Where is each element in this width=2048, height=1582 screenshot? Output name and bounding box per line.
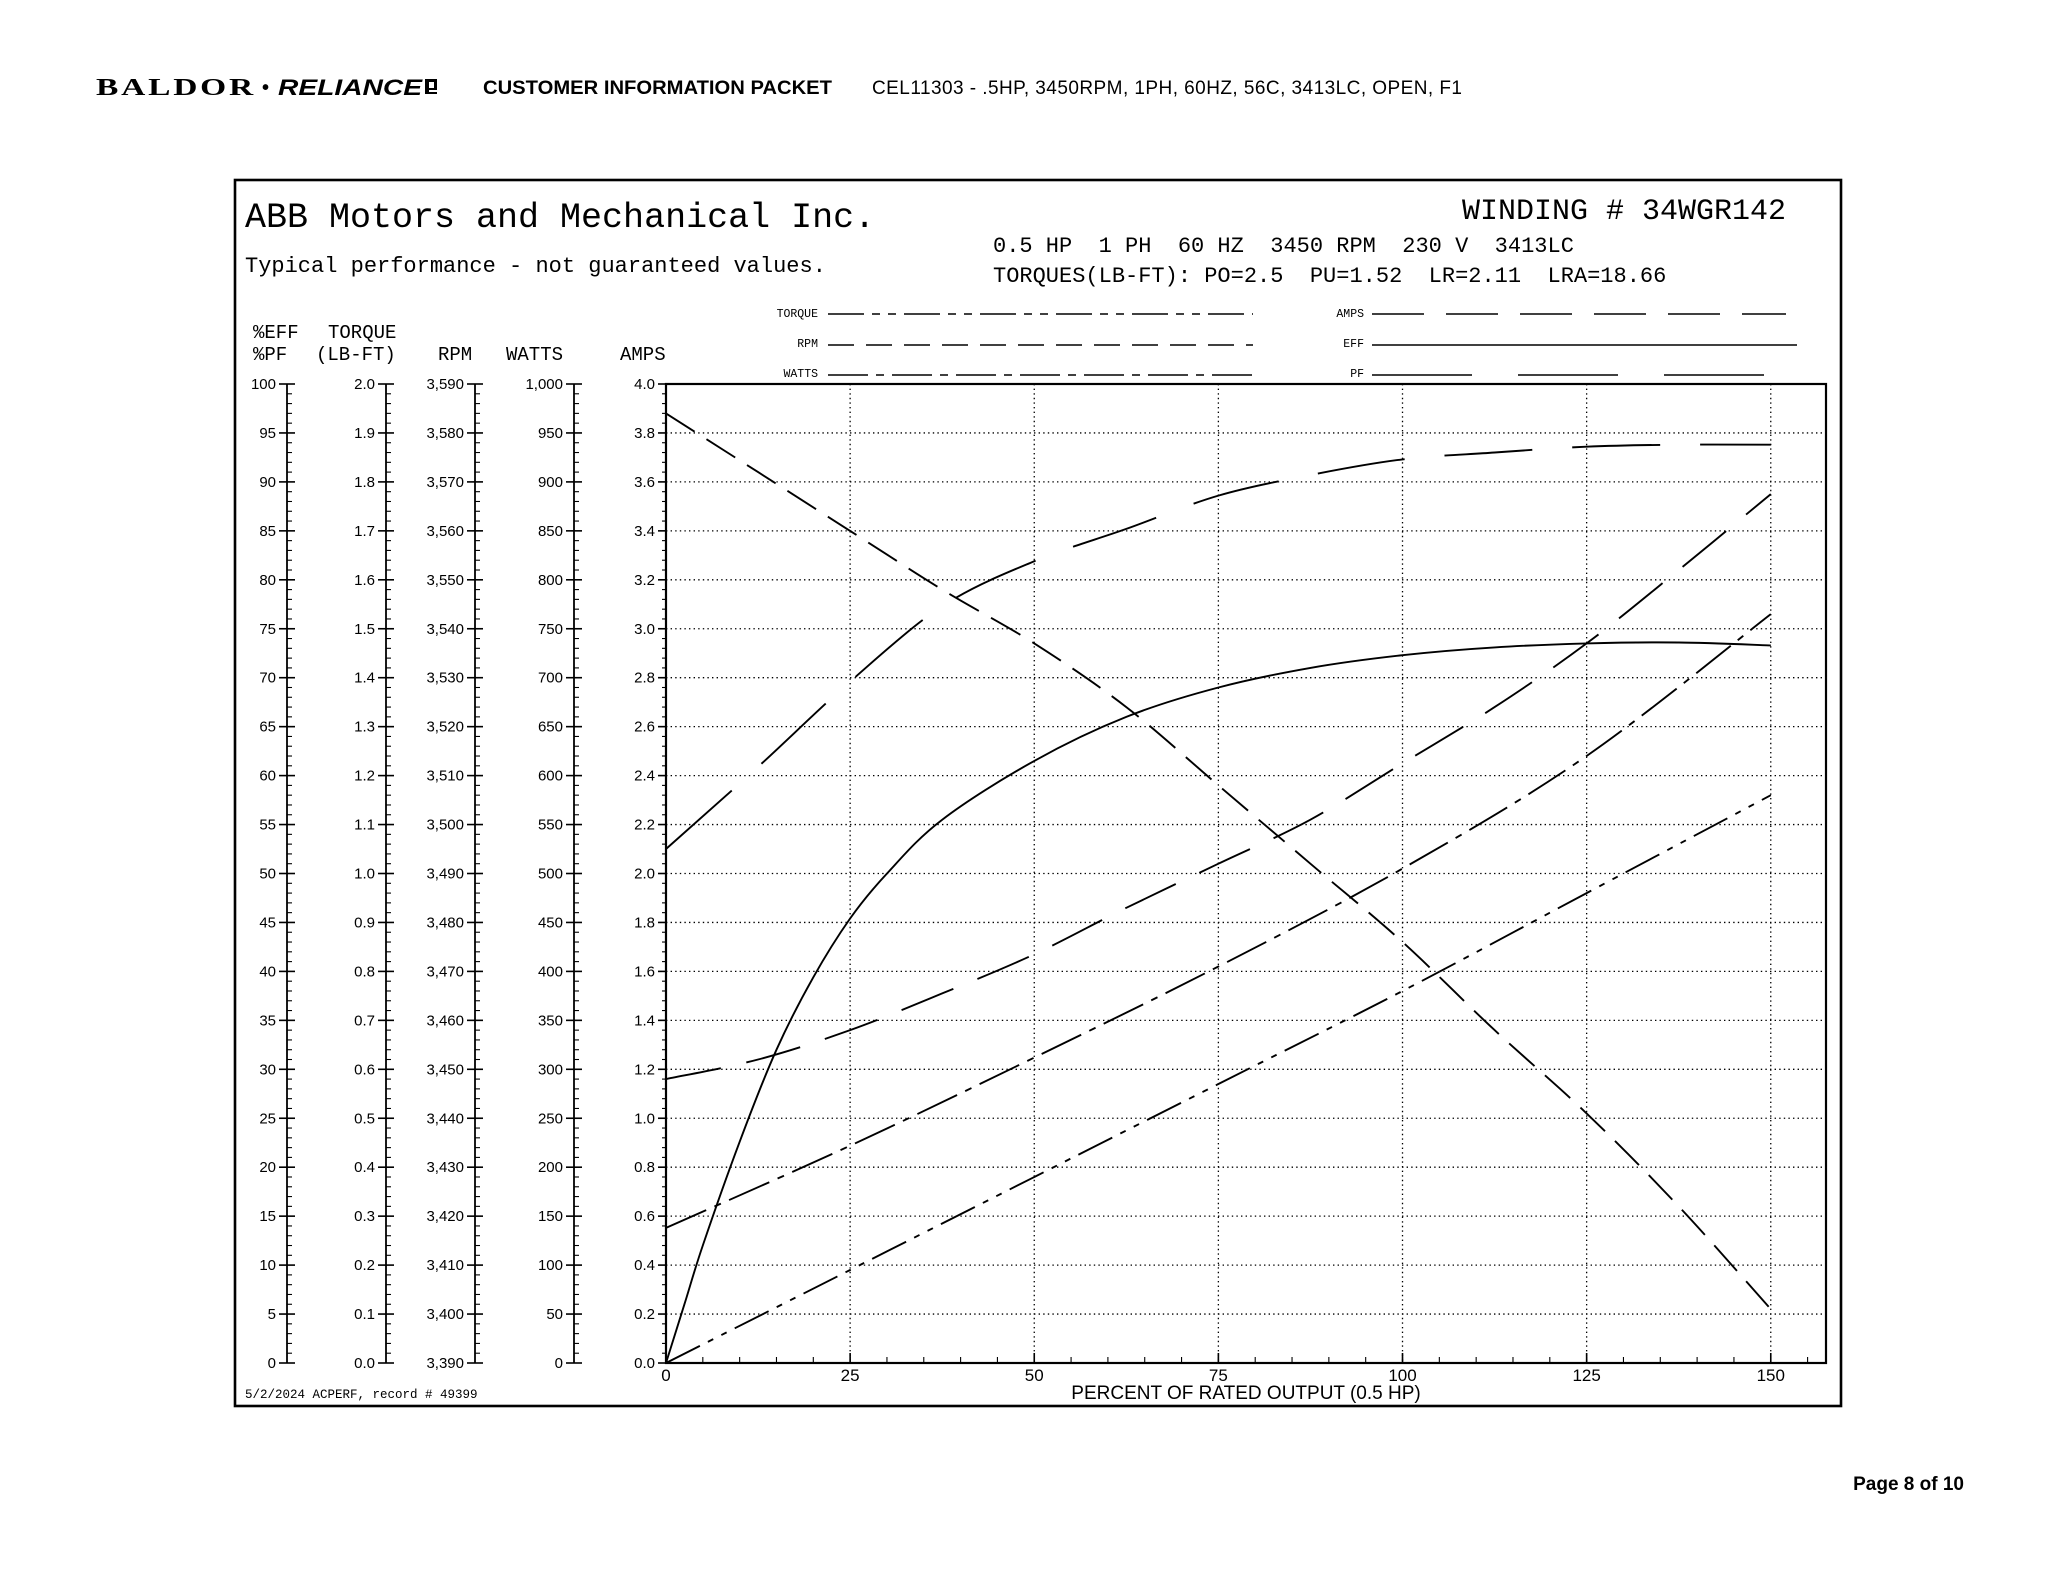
- y-tick-label: 3,520: [426, 718, 464, 736]
- legend-label: EFF: [1343, 338, 1364, 351]
- y-tick-label: 40: [259, 963, 276, 981]
- y-tick-label: 1.5: [354, 620, 375, 638]
- chart-x-axis: [661, 1353, 1807, 1385]
- y-tick-label: 1.6: [634, 963, 655, 981]
- y-tick-label: 1.2: [634, 1061, 655, 1079]
- y-tick-label: 4.0: [634, 376, 655, 393]
- x-tick-label: 25: [840, 1366, 860, 1385]
- y-tick-label: 0.4: [634, 1257, 655, 1275]
- y-tick-label: 350: [537, 1012, 563, 1030]
- y-tick-label: 20: [259, 1159, 276, 1177]
- y-tick-label: 550: [537, 816, 563, 834]
- y-tick-label: 1.7: [354, 522, 375, 540]
- reliance-mark-icon: [425, 79, 437, 94]
- y-tick-label: 1,000: [525, 376, 563, 393]
- x-tick-label: 75: [1208, 1366, 1228, 1385]
- y-tick-label: 3,580: [426, 424, 464, 442]
- winding-number: WINDING # 34WGR142: [1462, 195, 1787, 229]
- y-tick-label: 0.7: [354, 1012, 375, 1030]
- y-tick-label: 50: [546, 1306, 563, 1324]
- y-tick-label: 3,480: [426, 914, 464, 932]
- y-tick-label: 1.3: [354, 718, 375, 736]
- series-line-eff: [666, 642, 1771, 1363]
- y-tick-label: 200: [537, 1159, 563, 1177]
- y-tick-label: 0.0: [354, 1355, 375, 1372]
- y-tick-label: 800: [537, 571, 563, 589]
- y-tick-label: 400: [537, 963, 563, 981]
- y-tick-label: 450: [537, 914, 563, 932]
- y-tick-label: 1.9: [354, 424, 375, 442]
- y-tick-label: 1.4: [634, 1012, 655, 1030]
- y-tick-label: 80: [259, 571, 276, 589]
- document-header: [96, 75, 1462, 101]
- y-tick-label: 3,420: [426, 1208, 464, 1226]
- y-tick-label: 60: [259, 767, 276, 785]
- y-tick-label: 0.1: [354, 1306, 375, 1324]
- legend-label: PF: [1350, 368, 1364, 381]
- chart-grid: [666, 384, 1826, 1363]
- legend-item-torque: [777, 308, 1253, 321]
- y-tick-label: 3,400: [426, 1306, 464, 1324]
- y-tick-label: 0.9: [354, 914, 375, 932]
- y-tick-label: 900: [537, 473, 563, 491]
- y-tick-label: 90: [259, 473, 276, 491]
- y-tick-label: 1.1: [354, 816, 375, 834]
- y-tick-label: 0.2: [634, 1306, 655, 1324]
- brand-logo-baldor: BALDOR: [96, 75, 256, 101]
- y-tick-label: 150: [537, 1208, 563, 1226]
- x-tick-label: 150: [1756, 1366, 1785, 1385]
- y-tick-label: 10: [259, 1257, 276, 1275]
- chart-series: [666, 413, 1771, 1363]
- y-tick-label: 1.8: [634, 914, 655, 932]
- y-tick-label: 3.0: [634, 620, 655, 638]
- y-tick-label: 85: [259, 522, 276, 540]
- legend-label: RPM: [797, 338, 818, 351]
- y-tick-label: 3,390: [426, 1355, 464, 1372]
- x-tick-label: 125: [1572, 1366, 1601, 1385]
- y-tick-label: 30: [259, 1061, 276, 1079]
- y-tick-label: 1.2: [354, 767, 375, 785]
- legend-item-pf: [1350, 368, 1766, 381]
- y-tick-label: 2.0: [354, 376, 375, 393]
- y-tick-label: 2.4: [634, 767, 655, 785]
- y-tick-label: 600: [537, 767, 563, 785]
- y-tick-label: 35: [259, 1012, 276, 1030]
- y-tick-label: 3,450: [426, 1061, 464, 1079]
- y-tick-label: 3,570: [426, 473, 464, 491]
- y-tick-label: 100: [537, 1257, 563, 1275]
- y-axis-title-rpm: RPM: [438, 344, 473, 366]
- y-tick-label: 75: [259, 620, 276, 638]
- y-tick-label: 2.6: [634, 718, 655, 736]
- y-tick-label: 3.8: [634, 424, 655, 442]
- x-axis-title: PERCENT OF RATED OUTPUT (0.5 HP): [1071, 1383, 1421, 1404]
- y-tick-label: 1.6: [354, 571, 375, 589]
- y-tick-label: 5: [267, 1306, 276, 1324]
- y-tick-label: 700: [537, 669, 563, 687]
- y-tick-label: 1.8: [354, 473, 375, 491]
- y-tick-label: 2.2: [634, 816, 655, 834]
- y-tick-label: 100: [250, 376, 276, 393]
- y-tick-label: 850: [537, 522, 563, 540]
- y-tick-label: 500: [537, 865, 563, 883]
- y-tick-label: 95: [259, 424, 276, 442]
- y-tick-label: 1.0: [354, 865, 375, 883]
- y-tick-label: 3,430: [426, 1159, 464, 1177]
- product-description: CEL11303 - .5HP, 3450RPM, 1PH, 60HZ, 56C, 3413LC, OPEN, F1: [872, 78, 1462, 99]
- y-tick-label: 0: [267, 1355, 276, 1372]
- y-axis-title-torque: TORQUE: [328, 322, 397, 344]
- y-tick-label: 0.3: [354, 1208, 375, 1226]
- y-tick-label: 1.4: [354, 669, 375, 687]
- y-tick-label: 950: [537, 424, 563, 442]
- y-axis-title-amps: AMPS: [620, 344, 666, 366]
- y-tick-label: 3,490: [426, 865, 464, 883]
- y-tick-label: 0.5: [354, 1110, 375, 1128]
- y-tick-label: 2.0: [634, 865, 655, 883]
- y-tick-label: 0.8: [634, 1159, 655, 1177]
- x-tick-label: 0: [661, 1366, 671, 1385]
- legend-label: TORQUE: [776, 308, 818, 321]
- y-tick-label: 0: [554, 1355, 563, 1372]
- y-tick-label: 300: [537, 1061, 563, 1079]
- y-tick-label: 65: [259, 718, 276, 736]
- y-tick-label: 0.6: [634, 1208, 655, 1226]
- y-axis-title-torque-unit: (LB-FT): [316, 344, 396, 366]
- y-tick-label: 3.2: [634, 571, 655, 589]
- y-axis-title-pf: %PF: [253, 344, 288, 366]
- y-axis-title-watts: WATTS: [506, 344, 564, 366]
- y-axis-title-eff: %EFF: [253, 322, 299, 344]
- y-tick-label: 3,540: [426, 620, 464, 638]
- motor-rating-line: 0.5 HP 1 PH 60 HZ 3450 RPM 230 V 3413LC: [993, 234, 1574, 259]
- y-tick-label: 45: [259, 914, 276, 932]
- y-tick-label: 3,510: [426, 767, 464, 785]
- page-number: Page 8 of 10: [1853, 1474, 1964, 1495]
- y-tick-label: 50: [259, 865, 276, 883]
- y-tick-label: 3,440: [426, 1110, 464, 1128]
- y-tick-label: 250: [537, 1110, 563, 1128]
- y-tick-label: 3,410: [426, 1257, 464, 1275]
- record-footnote: 5/2/2024 ACPERF, record # 49399: [245, 1388, 478, 1402]
- legend-label: AMPS: [1336, 308, 1364, 321]
- chart-y-axes: [251, 376, 666, 1372]
- y-tick-label: 3,470: [426, 963, 464, 981]
- y-tick-label: 25: [259, 1110, 276, 1128]
- y-tick-label: 15: [259, 1208, 276, 1226]
- y-tick-label: 2.8: [634, 669, 655, 687]
- series-line-rpm: [666, 413, 1771, 1309]
- y-tick-label: 3,590: [426, 376, 464, 393]
- y-tick-label: 55: [259, 816, 276, 834]
- torques-line: TORQUES(LB-FT): PO=2.5 PU=1.52 LR=2.11 LRA=18.66: [993, 264, 1667, 289]
- legend-item-eff: [1343, 338, 1797, 351]
- y-tick-label: 0.4: [354, 1159, 375, 1177]
- legend-item-rpm: [797, 338, 1253, 351]
- y-tick-label: 3,560: [426, 522, 464, 540]
- y-tick-label: 3,500: [426, 816, 464, 834]
- y-tick-label: 3,530: [426, 669, 464, 687]
- report-heading: [245, 195, 1786, 289]
- chart-legend: [777, 308, 1797, 381]
- performance-disclaimer: Typical performance - not guaranteed values.: [245, 254, 826, 279]
- legend-item-amps: [1336, 308, 1786, 321]
- y-tick-label: 0.0: [634, 1355, 655, 1372]
- y-tick-label: 3.6: [634, 473, 655, 491]
- x-tick-label: 50: [1024, 1366, 1044, 1385]
- y-scale-headers: [253, 322, 666, 366]
- legend-label: WATTS: [783, 368, 818, 381]
- y-tick-label: 0.8: [354, 963, 375, 981]
- y-tick-label: 3.4: [634, 522, 655, 540]
- brand-logo-reliance: RELIANCE: [278, 75, 424, 100]
- y-tick-label: 3,550: [426, 571, 464, 589]
- y-tick-label: 650: [537, 718, 563, 736]
- y-tick-label: 0.6: [354, 1061, 375, 1079]
- company-name: ABB Motors and Mechanical Inc.: [245, 198, 876, 238]
- legend-item-watts: [783, 368, 1253, 381]
- y-tick-label: 0.2: [354, 1257, 375, 1275]
- packet-title: CUSTOMER INFORMATION PACKET: [483, 78, 833, 99]
- x-tick-label: 100: [1388, 1366, 1417, 1385]
- y-tick-label: 70: [259, 669, 276, 687]
- y-tick-label: 3,460: [426, 1012, 464, 1030]
- brand-logo-separator: •: [262, 77, 270, 99]
- y-tick-label: 750: [537, 620, 563, 638]
- y-tick-label: 1.0: [634, 1110, 655, 1128]
